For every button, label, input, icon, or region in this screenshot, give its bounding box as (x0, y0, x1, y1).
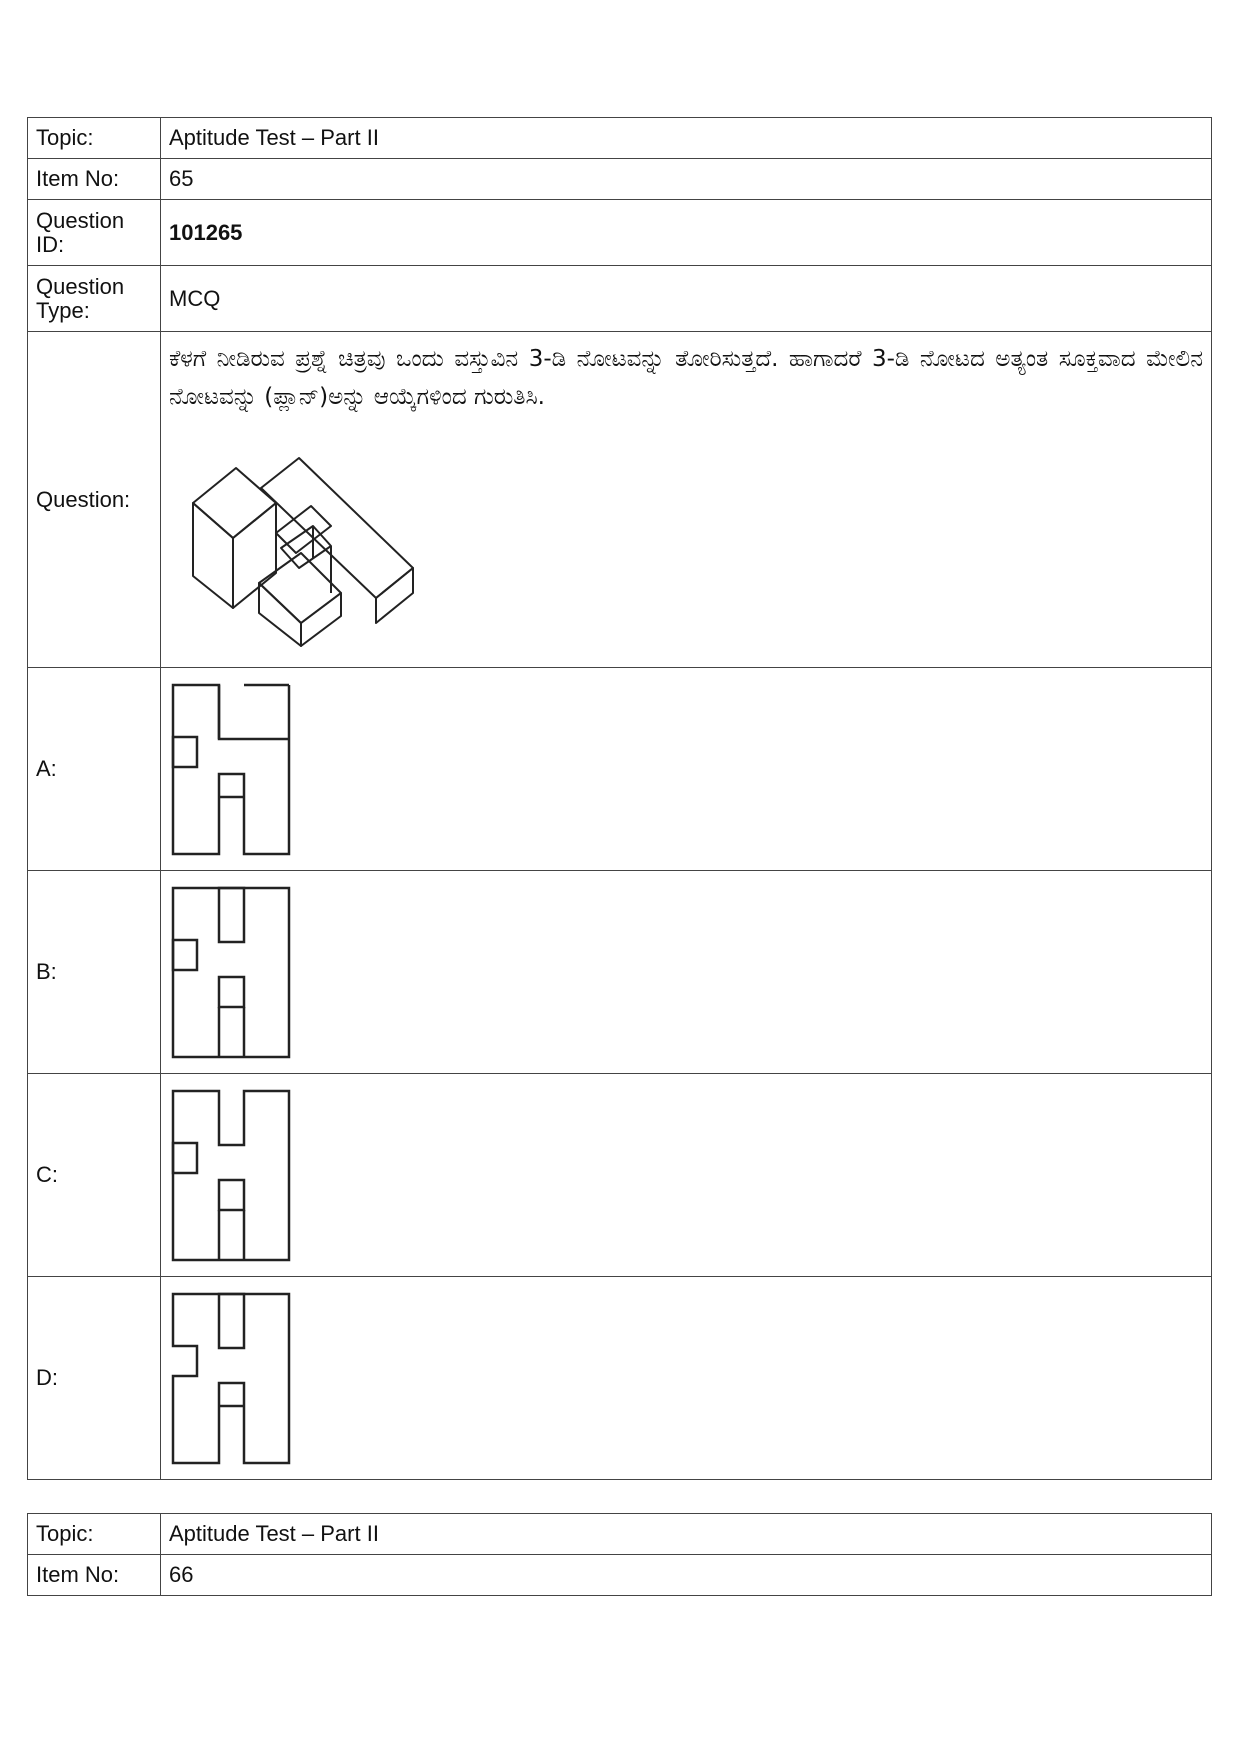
question-cell (161, 332, 1212, 668)
question-table-66 (27, 1513, 1212, 1596)
question-type-label: Question Type: (28, 266, 161, 332)
option-d-label: D: (28, 1277, 161, 1480)
topic-label: Topic: (28, 118, 161, 159)
item-no-label: Item No: (28, 1555, 161, 1596)
question-id-label: Question ID: (28, 200, 161, 266)
option-a-plan-figure[interactable] (169, 679, 299, 859)
topic-value: Aptitude Test – Part II (161, 1514, 1212, 1555)
question-label: Question: (28, 332, 161, 668)
isometric-h-figure (181, 418, 431, 648)
topic-label: Topic: (28, 1514, 161, 1555)
question-type-value: MCQ (161, 266, 1212, 332)
item-no-label: Item No: (28, 159, 161, 200)
question-text: ಕೆಳಗೆ ನೀಡಿರುವ ಪ್ರಶ್ನೆ ಚಿತ್ರವು ಒಂದು ವಸ್ತುವಿನ 3-ಡಿ ನೋಟವನ್ನು ತೋರಿಸುತ್ತದೆ. ಹಾಗಾದರೆ 3-ಡಿ ನೋಟದ ಅತ್ಯಂತ ಸೂಕ್ತವಾದ ಮೇಲಿನ ನೋಟವನ್ನು (ಪ್ಲಾನ್)ಅನ್ನು ಆಯ್ಕೆಗಳಿಂದ ಗುರುತಿಸಿ. (169, 346, 1203, 410)
option-d-plan-figure[interactable] (169, 1288, 299, 1468)
topic-value: Aptitude Test – Part II (161, 118, 1212, 159)
item-no-value: 65 (161, 159, 1212, 200)
item-no-value: 66 (161, 1555, 1212, 1596)
option-d-cell[interactable] (161, 1277, 1212, 1480)
option-c-cell[interactable] (161, 1074, 1212, 1277)
option-a-cell[interactable] (161, 668, 1212, 871)
option-b-cell[interactable] (161, 871, 1212, 1074)
option-a-label: A: (28, 668, 161, 871)
question-id-value: 101265 (161, 200, 1212, 266)
question-table-65 (27, 117, 1212, 1480)
option-c-label: C: (28, 1074, 161, 1277)
option-b-plan-figure[interactable] (169, 882, 299, 1062)
option-b-label: B: (28, 871, 161, 1074)
option-c-plan-figure[interactable] (169, 1085, 299, 1265)
